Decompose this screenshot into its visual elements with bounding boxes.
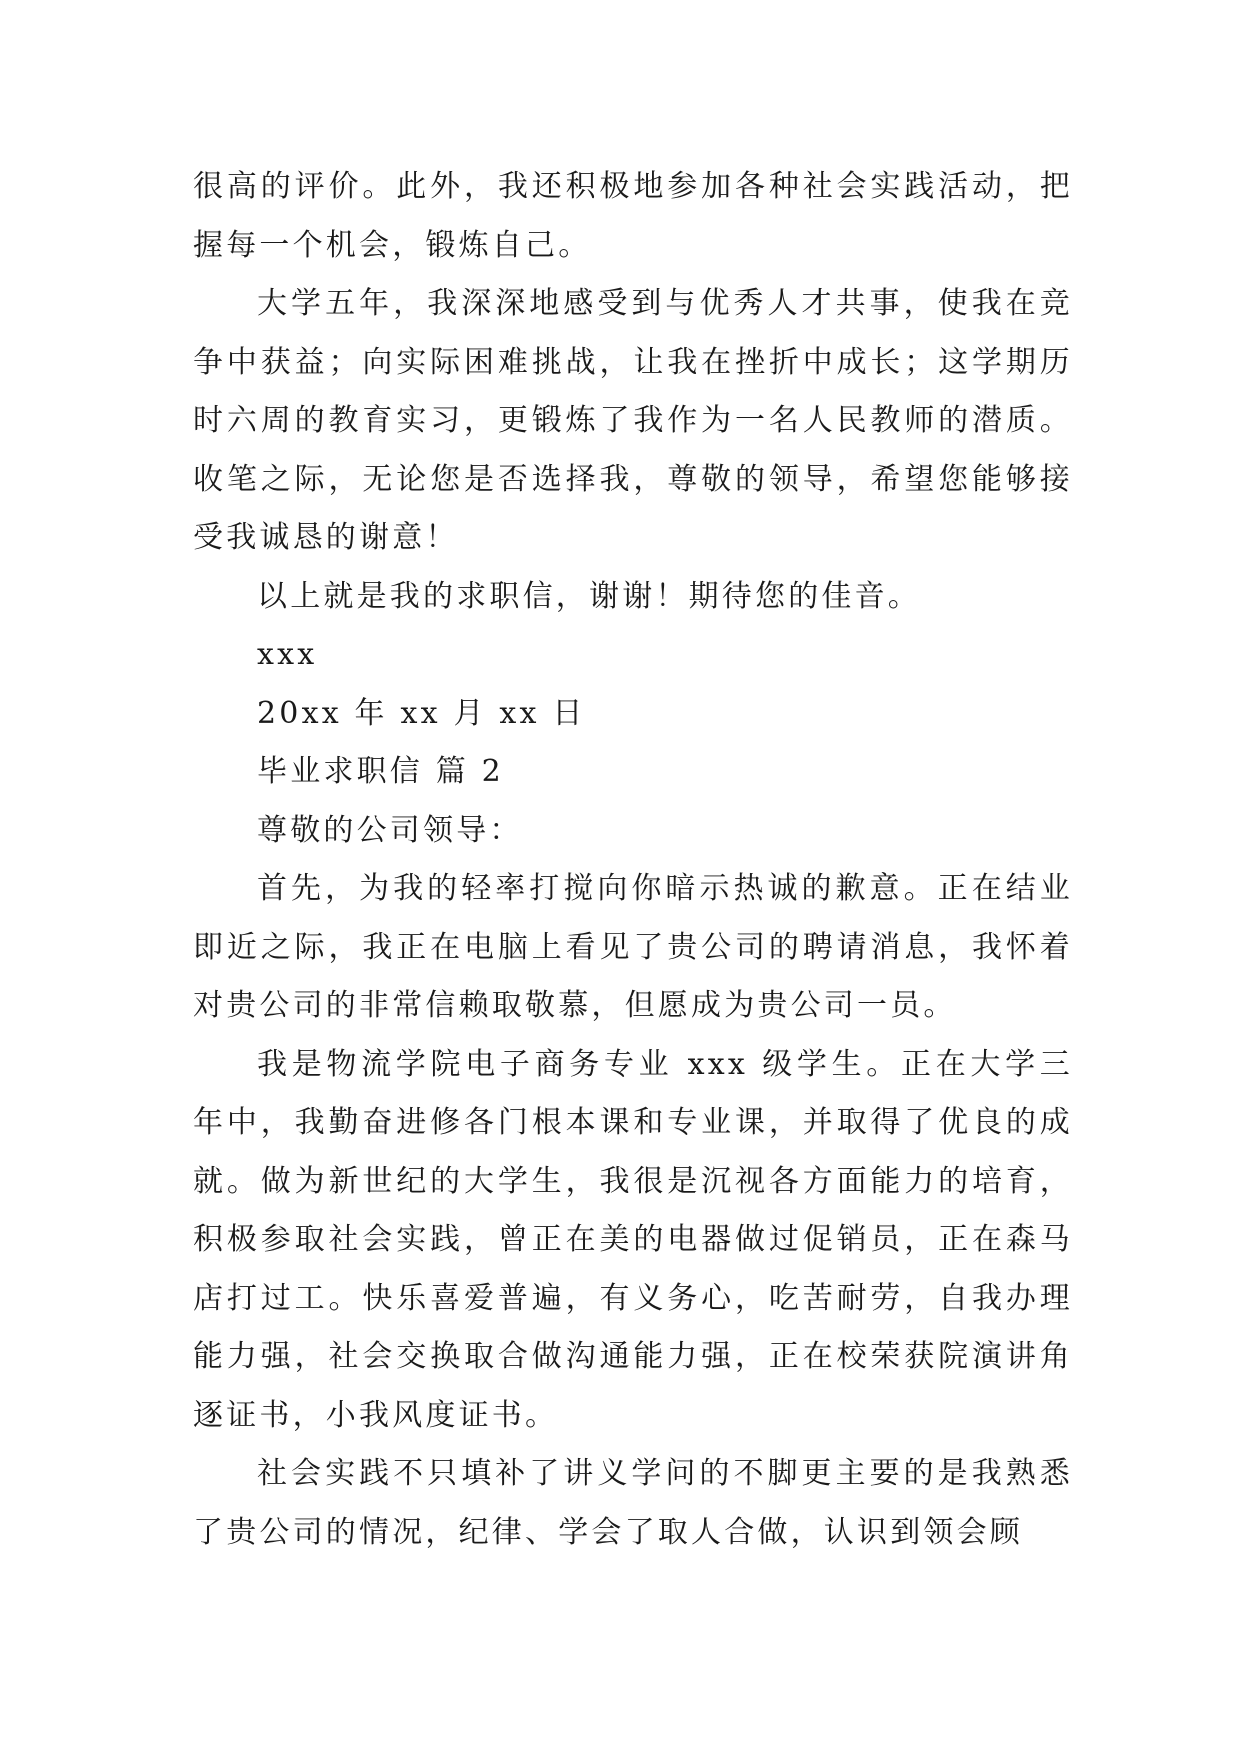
- paragraph-closing-thanks: 以上就是我的求职信，谢谢！期待您的佳音。: [257, 578, 921, 614]
- signature-name: xxx: [257, 637, 318, 672]
- section-title: 毕业求职信 篇 2: [257, 754, 504, 789]
- signature-date: 20xx 年 xx 月 xx 日: [257, 695, 586, 731]
- paragraph-continuation: 很高的评价。此外，我还积极地参加各种社会实践活动，把握每一个机会，锻炼自己。: [193, 169, 1073, 263]
- paragraph-intro: 首先，为我的轻率打搅向你暗示热诚的歉意。正在结业即近之际，我正在电脑上看见了贵公司的聘请消息，我怀着对贵公司的非常信赖取敬慕，但愿成为贵公司一员。: [193, 871, 1073, 1023]
- paragraph-university-years: 大学五年，我深深地感受到与优秀人才共事，使我在竞争中获益；向实际困难挑战，让我在挫折中成长；这学期历时六周的教育实习，更锻炼了我作为一名人民教师的潜质。收笔之际，无论您是否选择我，尊敬的领导，希望您能够接受我诚恳的谢意！: [193, 286, 1073, 555]
- paragraph-practice: 社会实践不只填补了讲义学问的不脚更主要的是我熟悉了贵公司的情况，纪律、学会了取人合做，认识到领会顾: [193, 1456, 1073, 1550]
- letter-body: [193, 158, 1073, 1562]
- salutation: 尊敬的公司领导：: [257, 812, 523, 848]
- paragraph-background: 我是物流学院电子商务专业 xxx 级学生。正在大学三年中，我勤奋进修各门根本课和专业课，并取得了优良的成就。做为新世纪的大学生，我很是沉视各方面能力的培育，积极参取社会实践，曾正在美的电器做过促销员，正在森马店打过工。快乐喜爱普遍，有义务心，吃苦耐劳，自我办理能力强，社会交换取合做沟通能力强，正在校荣获院演讲角逐证书，小我风度证书。: [193, 1046, 1073, 1433]
